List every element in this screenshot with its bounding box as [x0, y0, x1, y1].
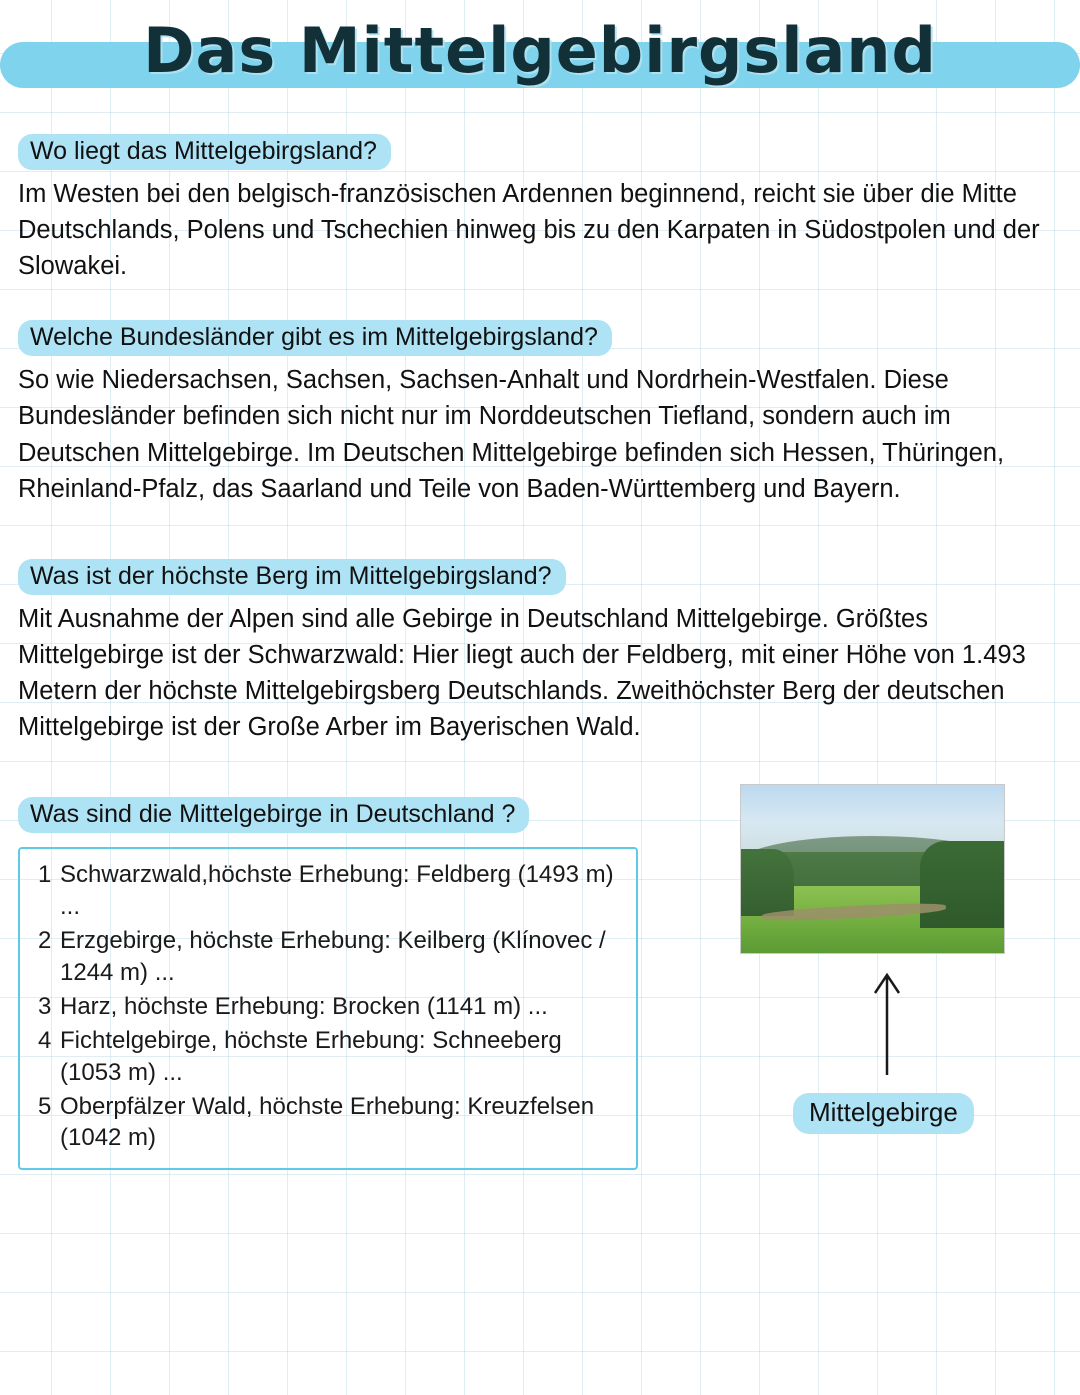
landscape-photo: [740, 784, 1005, 954]
photo-trees-left: [741, 849, 794, 916]
section-heading-location: Wo liegt das Mittelgebirgsland?: [18, 134, 391, 170]
page-title: Das Mittelgebirgsland: [143, 14, 937, 87]
section-heading-highest-mountain: Was ist der höchste Berg im Mittelgebirgsland?: [18, 559, 566, 595]
list-item-number: 2: [38, 927, 52, 955]
list-item-label: Oberpfälzer Wald, höchste Erhebung: Kreuzfelsen (1042 m): [60, 1092, 595, 1152]
list-item-number: 4: [38, 1026, 52, 1054]
section-text-location: Im Westen bei den belgisch-französischen Ardennen beginnend, reicht sie über die Mitte Deutschlands, Polens und Tschechien hinweg bis zu den Karpaten in Südostpolen und der Slowakei.: [18, 179, 1040, 281]
list-item-number: 1: [38, 861, 52, 889]
section-highest-mountain: [0, 559, 1080, 746]
section-heading-mountain-ranges: Was sind die Mittelgebirge in Deutschland ?: [18, 797, 529, 833]
arrow-up-icon: [872, 967, 902, 1075]
section-text-highest-mountain: Mit Ausnahme der Alpen sind alle Gebirge in Deutschland Mittelgebirge. Größtes Mittelgebirge ist der Schwarzwald: Hier liegt auch der Feldberg, mit einer Höhe von 1.493 Metern der höchste Mittelgebirgsberg Deutschlands. Zweithöchster Berg der deutschen Mittelgebirge ist der Große Arber im Bayerischen Wald.: [18, 604, 1026, 742]
photo-caption: Mittelgebirge: [793, 1093, 974, 1134]
mountain-range-list: [18, 847, 638, 1170]
page-title-area: [0, 0, 1080, 118]
photo-trees-right: [920, 841, 1004, 928]
list-item-label: Erzgebirge, höchste Erhebung: Keilberg (Klínovec / 1244 m) ...: [60, 927, 606, 986]
list-item-label: Harz, höchste Erhebung: Brocken (1141 m) ...: [60, 992, 548, 1020]
section-heading-states: Welche Bundesländer gibt es im Mittelgebirgsland?: [18, 320, 612, 356]
list-item-label: Fichtelgebirge, höchste Erhebung: Schneeberg (1053 m) ...: [60, 1026, 562, 1086]
list-item-number: 3: [38, 992, 52, 1020]
section-text-states: So wie Niedersachsen, Sachsen, Sachsen-Anhalt und Nordrhein-Westfalen. Diese Bundesländer befinden sich nicht nur im Norddeutschen Tiefland, sondern auch im Deutschen Mittelgebirge. Im Deutschen Mittelgebirge befinden sich Hessen, Thüringen, Rheinland-Pfalz, das Saarland und Teile von Baden-Württemberg und Bayern.: [18, 366, 1005, 503]
list-item: [30, 859, 626, 923]
list-item: [30, 925, 626, 989]
list-item: [30, 991, 626, 1023]
list-item-label: Schwarzwald,höchste Erhebung: Feldberg (1493 m) ...: [60, 861, 614, 921]
bottom-area: [0, 847, 1080, 1170]
section-states: [0, 320, 1080, 507]
list-item-number: 5: [38, 1092, 52, 1120]
section-location: [0, 134, 1080, 284]
list-item: [30, 1025, 626, 1089]
list-item: [30, 1091, 626, 1155]
